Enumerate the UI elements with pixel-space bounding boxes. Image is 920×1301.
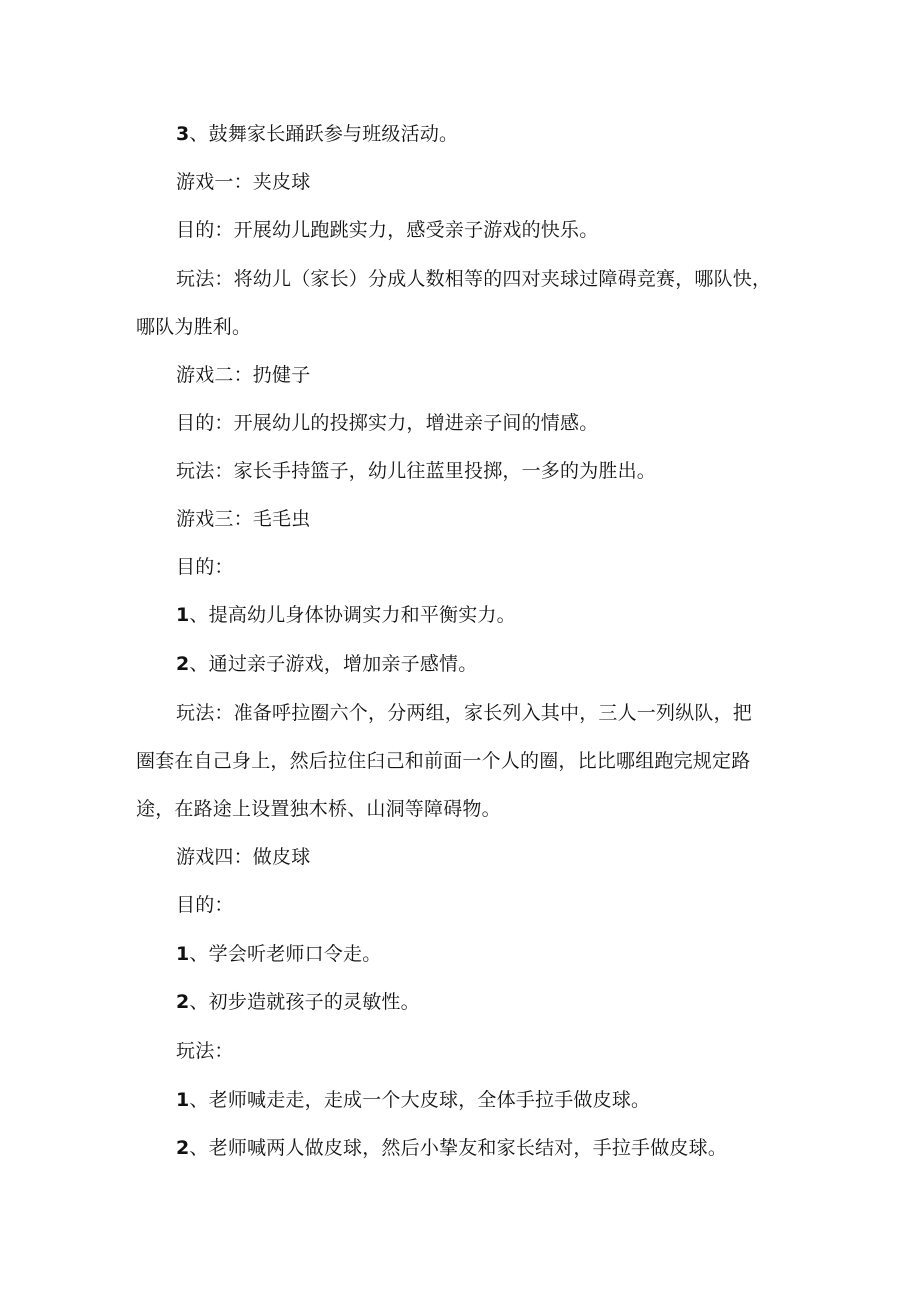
list-number: 1 [176,943,190,965]
paragraph-encourage-parents [176,122,458,146]
game-4-title: 游戏四：做皮球 [176,846,311,868]
game-1-goal: 目的：开展幼儿跑跳实力，感受亲子游戏的快乐。 [176,219,599,241]
list-number: 2 [176,653,190,675]
game-4-goal-item-1 [176,942,381,966]
list-item-text: 、老师喊走走，走成一个大皮球，全体手拉手做皮球。 [189,1089,651,1111]
game-4-rules-heading: 玩法： [176,1040,234,1062]
list-number: 3 [176,123,190,145]
paragraph-text: 、鼓舞家长踊跃参与班级活动。 [189,123,459,145]
game-4-rules-item-2 [176,1136,727,1160]
game-3-rules-line-3: 途，在路途上设置独木桥、山洞等障碍物。 [136,798,501,820]
game-3-goal-item-2 [176,652,477,676]
game-3-goal: 目的： [176,556,234,578]
list-number: 1 [176,1089,190,1111]
list-number: 2 [176,991,190,1013]
game-1-title: 游戏一：夹皮球 [176,171,311,193]
list-item-text: 、初步造就孩子的灵敏性。 [189,991,420,1013]
game-3-title: 游戏三：毛毛虫 [176,508,311,530]
game-4-rules-item-1 [176,1088,650,1112]
list-item-text: 、提高幼儿身体协调实力和平衡实力。 [189,604,516,626]
game-2-title: 游戏二：扔健子 [176,364,311,386]
game-4-goal-item-2 [176,990,420,1014]
game-1-rules-line-2: 哪队为胜利。 [136,316,252,338]
game-4-goal: 目的： [176,894,234,916]
list-number: 2 [176,1137,190,1159]
list-item-text: 、通过亲子游戏，增加亲子感情。 [189,653,478,675]
game-2-goal: 目的：开展幼儿的投掷实力，增进亲子间的情感。 [176,412,599,434]
game-2-rules: 玩法：家长手持篮子，幼儿往蓝里投掷，一多的为胜出。 [176,460,657,482]
game-1-rules-line-1: 玩法：将幼儿（家长）分成人数相等的四对夹球过障碍竞赛，哪队快， [176,268,772,290]
game-3-rules-line-2: 圈套在自己身上，然后拉住臼己和前面一个人的圈，比比哪组跑完规定路 [136,750,751,772]
game-3-goal-item-1 [176,603,516,627]
list-item-text: 、老师喊两人做皮球，然后小挚友和家长结对，手拉手做皮球。 [189,1137,728,1159]
game-3-rules-line-1: 玩法：准备呼拉圈六个，分两组，家长列入其中，三人一列纵队，把 [176,702,753,724]
list-item-text: 、学会听老师口令走。 [189,943,382,965]
list-number: 1 [176,604,190,626]
